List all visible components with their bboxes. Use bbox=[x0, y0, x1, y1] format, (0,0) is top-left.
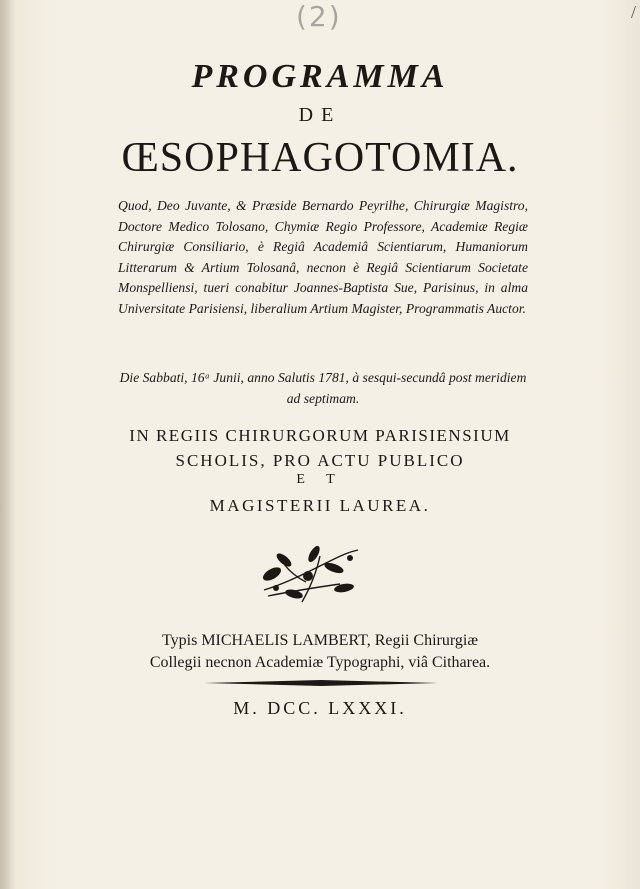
caps-line-1: IN REGIIS CHIRURGORUM PARISIENSIUM bbox=[129, 426, 511, 445]
ornamental-rule bbox=[204, 680, 438, 686]
imprint-line-2: Collegii necnon Academiæ Typographi, viâ Citharea. bbox=[149, 654, 491, 671]
imprint bbox=[0, 630, 640, 674]
corner-mark: / bbox=[630, 2, 636, 22]
title-oesophagotomia: ŒSOPHAGOTOMIA. bbox=[121, 135, 519, 181]
floral-ornament-icon bbox=[254, 544, 364, 608]
title-programma: PROGRAMMA bbox=[191, 58, 449, 95]
caps-line-3: E T bbox=[296, 472, 344, 487]
publication-year: M. DCC. LXXXI. bbox=[233, 698, 407, 718]
imprint-line-1: Typis MICHAELIS LAMBERT, Regii Chirurgiæ bbox=[162, 632, 478, 649]
title-de: DE bbox=[298, 104, 342, 126]
date-paragraph: Die Sabbati, 16ᵃ Junii, anno Salutis 1781, à sesqui-secundâ post meridiem ad septimam. bbox=[119, 370, 527, 406]
caps-line-4: MAGISTERII LAUREA. bbox=[209, 496, 431, 515]
caps-line-2: SCHOLIS, PRO ACTU PUBLICO bbox=[175, 451, 465, 470]
handwritten-note: (2) bbox=[296, 0, 342, 33]
dedication-paragraph: Quod, Deo Juvante, & Præside Bernardo Peyrilhe, Chirurgiæ Magistro, Doctore Medico Tolosano, Chymiæ Regio Professore, Academiæ Regiæ Chirurgiæ Consiliario, è Regiâ Academiâ Scientiarum, Humaniorum Litterarum & Artium Tolosanâ, necnon è Regiâ Scientiarum Societate Monspelliensi, tueri conabitur Joannes-Baptista Sue, Parisinus, in alma Universitate Parisiensi, liberalium Artium Magister, Programmatis Auctor. bbox=[118, 198, 528, 316]
